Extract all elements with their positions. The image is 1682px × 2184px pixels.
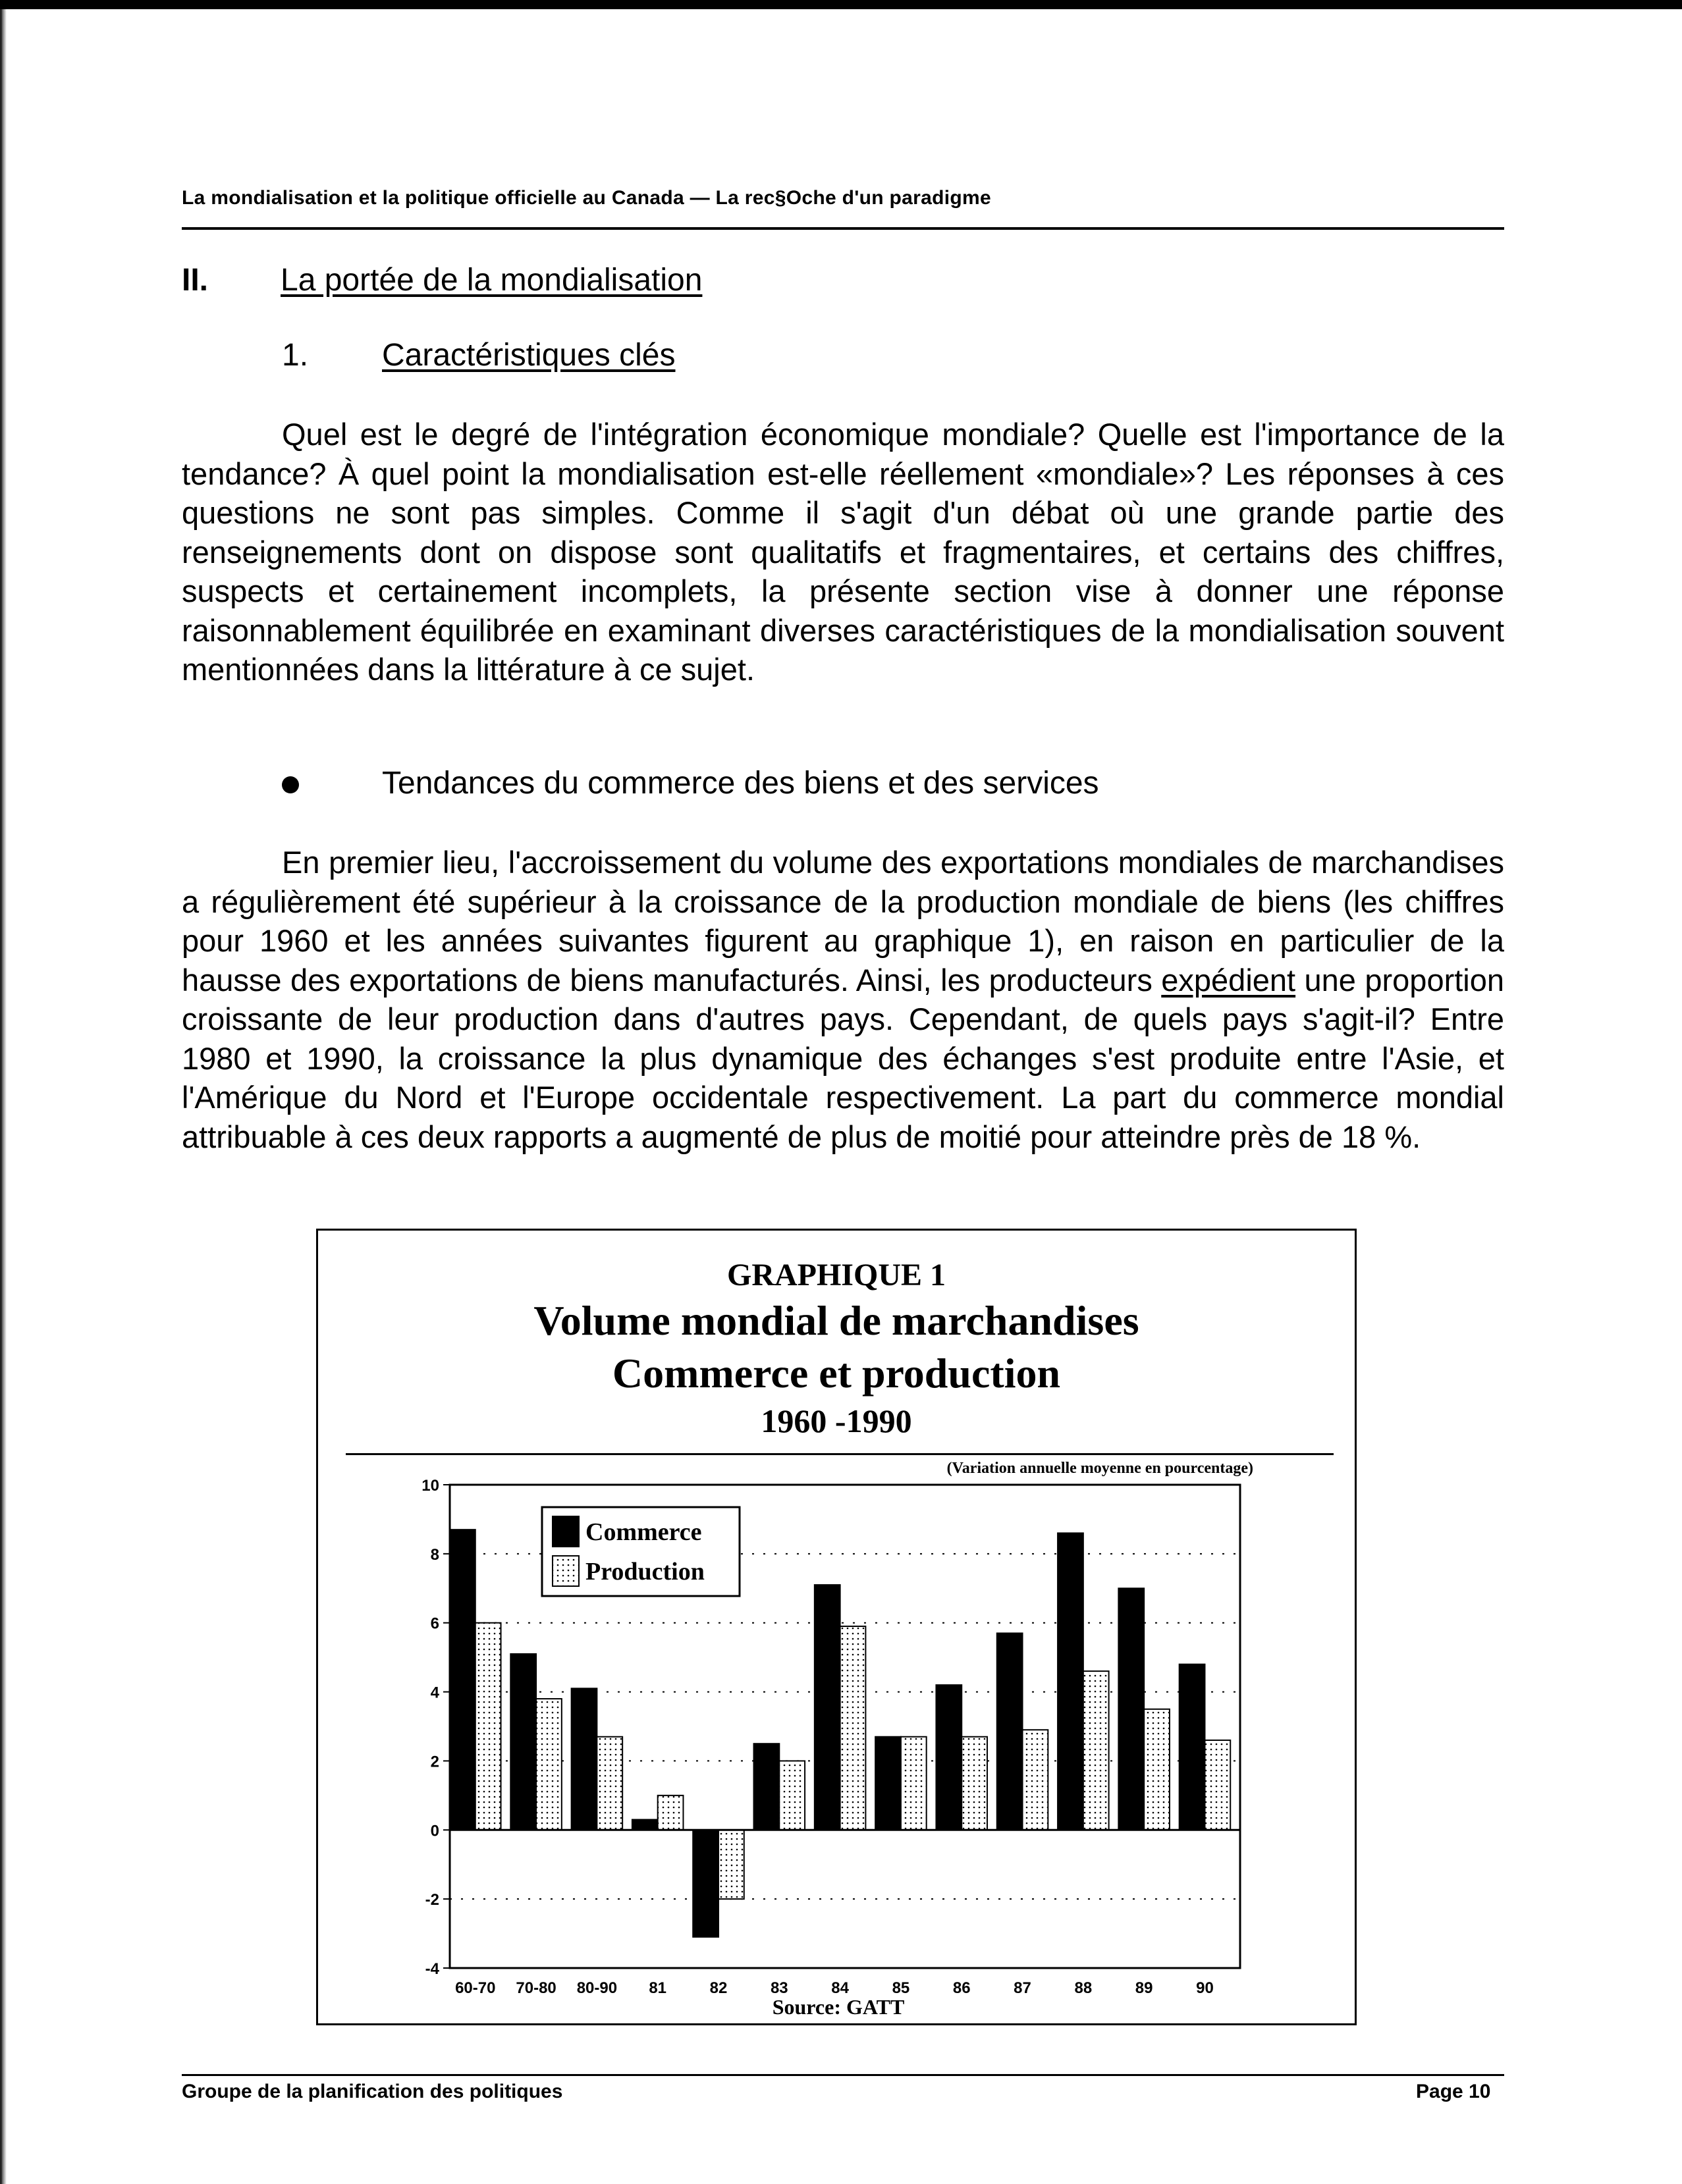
bar-production (536, 1699, 562, 1830)
figure-title-line2: Commerce et production (612, 1350, 1061, 1397)
x-tick-label: 70-80 (516, 1979, 556, 1997)
bar-commerce (1180, 1665, 1205, 1830)
x-tick-label: 83 (770, 1979, 788, 1997)
paragraph-trade (182, 843, 1504, 1156)
bar-commerce (450, 1530, 475, 1830)
y-tick-label: 4 (430, 1684, 439, 1702)
x-tick-label: 87 (1014, 1979, 1031, 1997)
x-tick-label: 60-70 (455, 1979, 496, 1997)
x-tick-label: 86 (952, 1979, 971, 1997)
section-title: La portée de la mondialisation (281, 263, 703, 298)
bar-commerce (572, 1688, 597, 1830)
bar-commerce (693, 1830, 719, 1937)
chart-source: Source: GATT (772, 1995, 905, 2019)
bar-production (901, 1737, 927, 1830)
y-tick-label: 6 (430, 1614, 439, 1633)
bar-production (1083, 1671, 1109, 1830)
figure-years: 1960 -1990 (761, 1402, 912, 1439)
x-tick-label: 85 (892, 1979, 910, 1997)
x-tick-label: 88 (1074, 1979, 1093, 1997)
bar-production (1144, 1709, 1170, 1830)
header-rule (182, 227, 1504, 230)
x-tick-label: 84 (831, 1979, 849, 1997)
bullet-text: Tendances du commerce des biens et des services (382, 766, 1099, 801)
bar-commerce (875, 1737, 901, 1830)
bar-production (475, 1623, 501, 1830)
bullet-item (282, 765, 1099, 801)
legend-swatch-production (553, 1556, 579, 1586)
bar-production (1205, 1740, 1230, 1830)
section-heading (182, 262, 702, 298)
y-tick-label: 2 (430, 1753, 439, 1771)
x-tick-label: 82 (709, 1979, 728, 1997)
x-tick-label: 81 (649, 1979, 667, 1997)
bar-production (1023, 1730, 1048, 1830)
paragraph-trade-part1: En premier lieu, l'accroissement du volume des exportations mondiales de marchandises a régulièrement été supérieur à la croissance de la production mondiale de biens (les chiffres pour 1960 et les années suivantes figurent au graphique 1), en raison en particulier de la hausse des exportations de biens manufacturés. Ainsi, les producteurs (182, 845, 1504, 998)
bar-commerce (754, 1744, 780, 1830)
legend-label-commerce: Commerce (585, 1518, 702, 1546)
y-tick-label: 8 (430, 1545, 439, 1564)
bullet-dot-icon (282, 776, 299, 793)
bar-production (658, 1796, 684, 1830)
x-tick-label: 89 (1135, 1979, 1153, 1997)
figure-graphique-1 (316, 1229, 1357, 2025)
x-tick-label: 80-90 (576, 1979, 618, 1997)
legend-swatch-commerce (553, 1516, 579, 1547)
paragraph-intro: Quel est le degré de l'intégration économique mondiale? Quelle est l'importance de la tendance? À quel point la mondialisation est-elle réellement «mondiale»? Les réponses à ces questions ne sont pas simples. Comme il s'agit d'un débat où une grande partie des renseignements dont on dispose sont qualitatifs et fragmentaires, et certains des chiffres, suspects et certainement incomplets, la présente section vise à donner une réponse raisonnablement équilibrée en examinant diverses caractéristiques de la mondialisation souvent mentionnées dans la littérature à ce sujet. (182, 417, 1504, 687)
bar-commerce (632, 1820, 658, 1830)
footer-page-number: Page 10 (1416, 2081, 1491, 2102)
bar-production (719, 1830, 744, 1899)
paragraph-trade-emphasis: expédient (1161, 962, 1296, 998)
bar-commerce (936, 1685, 962, 1830)
footer-left: Groupe de la planification des politiques (182, 2081, 563, 2102)
subsection-number: 1. (282, 338, 309, 373)
top-scan-border (0, 0, 1682, 9)
footer-rule (182, 2074, 1504, 2076)
x-tick-label: 90 (1196, 1979, 1214, 1997)
bar-commerce (815, 1585, 840, 1830)
chart-unit-note: (Variation annuelle moyenne en pourcentage) (946, 1460, 1253, 1477)
y-tick-label: -2 (425, 1891, 439, 1909)
y-tick-label: 0 (430, 1822, 439, 1840)
left-scan-edge (0, 9, 7, 2184)
y-tick-label: -4 (425, 1960, 439, 1978)
paragraph-trade-part2: une proportion croissante de leur production dans d'autres pays. Cependant, de quels pays s'agit-il? Entre 1980 et 1990, la croissance la plus dynamique des échanges s'est produite entre l'Asie, et l'Amérique du Nord et l'Europe occidentale respectivement. La part du commerce mondial attribuable à ces deux rapports a augmenté de plus de moitié pour atteindre près de 18 %. (182, 962, 1505, 1154)
legend-label-production: Production (585, 1558, 705, 1585)
bar-commerce (997, 1633, 1023, 1830)
bar-commerce (1058, 1533, 1083, 1830)
subsection-title: Caractéristiques clés (382, 338, 676, 373)
bar-production (779, 1761, 805, 1830)
section-number: II. (182, 263, 209, 298)
y-tick-label: 10 (421, 1477, 439, 1495)
bar-chart (318, 1231, 1355, 2023)
bar-commerce (1118, 1588, 1144, 1830)
bar-commerce (510, 1654, 536, 1830)
figure-label: GRAPHIQUE 1 (726, 1258, 946, 1292)
subsection-heading (282, 337, 676, 373)
running-head: La mondialisation et la politique officielle au Canada — La rec§Oche d'un paradigme (182, 187, 991, 209)
bar-production (840, 1626, 866, 1830)
bar-production (597, 1737, 622, 1830)
figure-title-line1: Volume mondial de marchandises (533, 1297, 1139, 1344)
bar-production (962, 1737, 987, 1830)
